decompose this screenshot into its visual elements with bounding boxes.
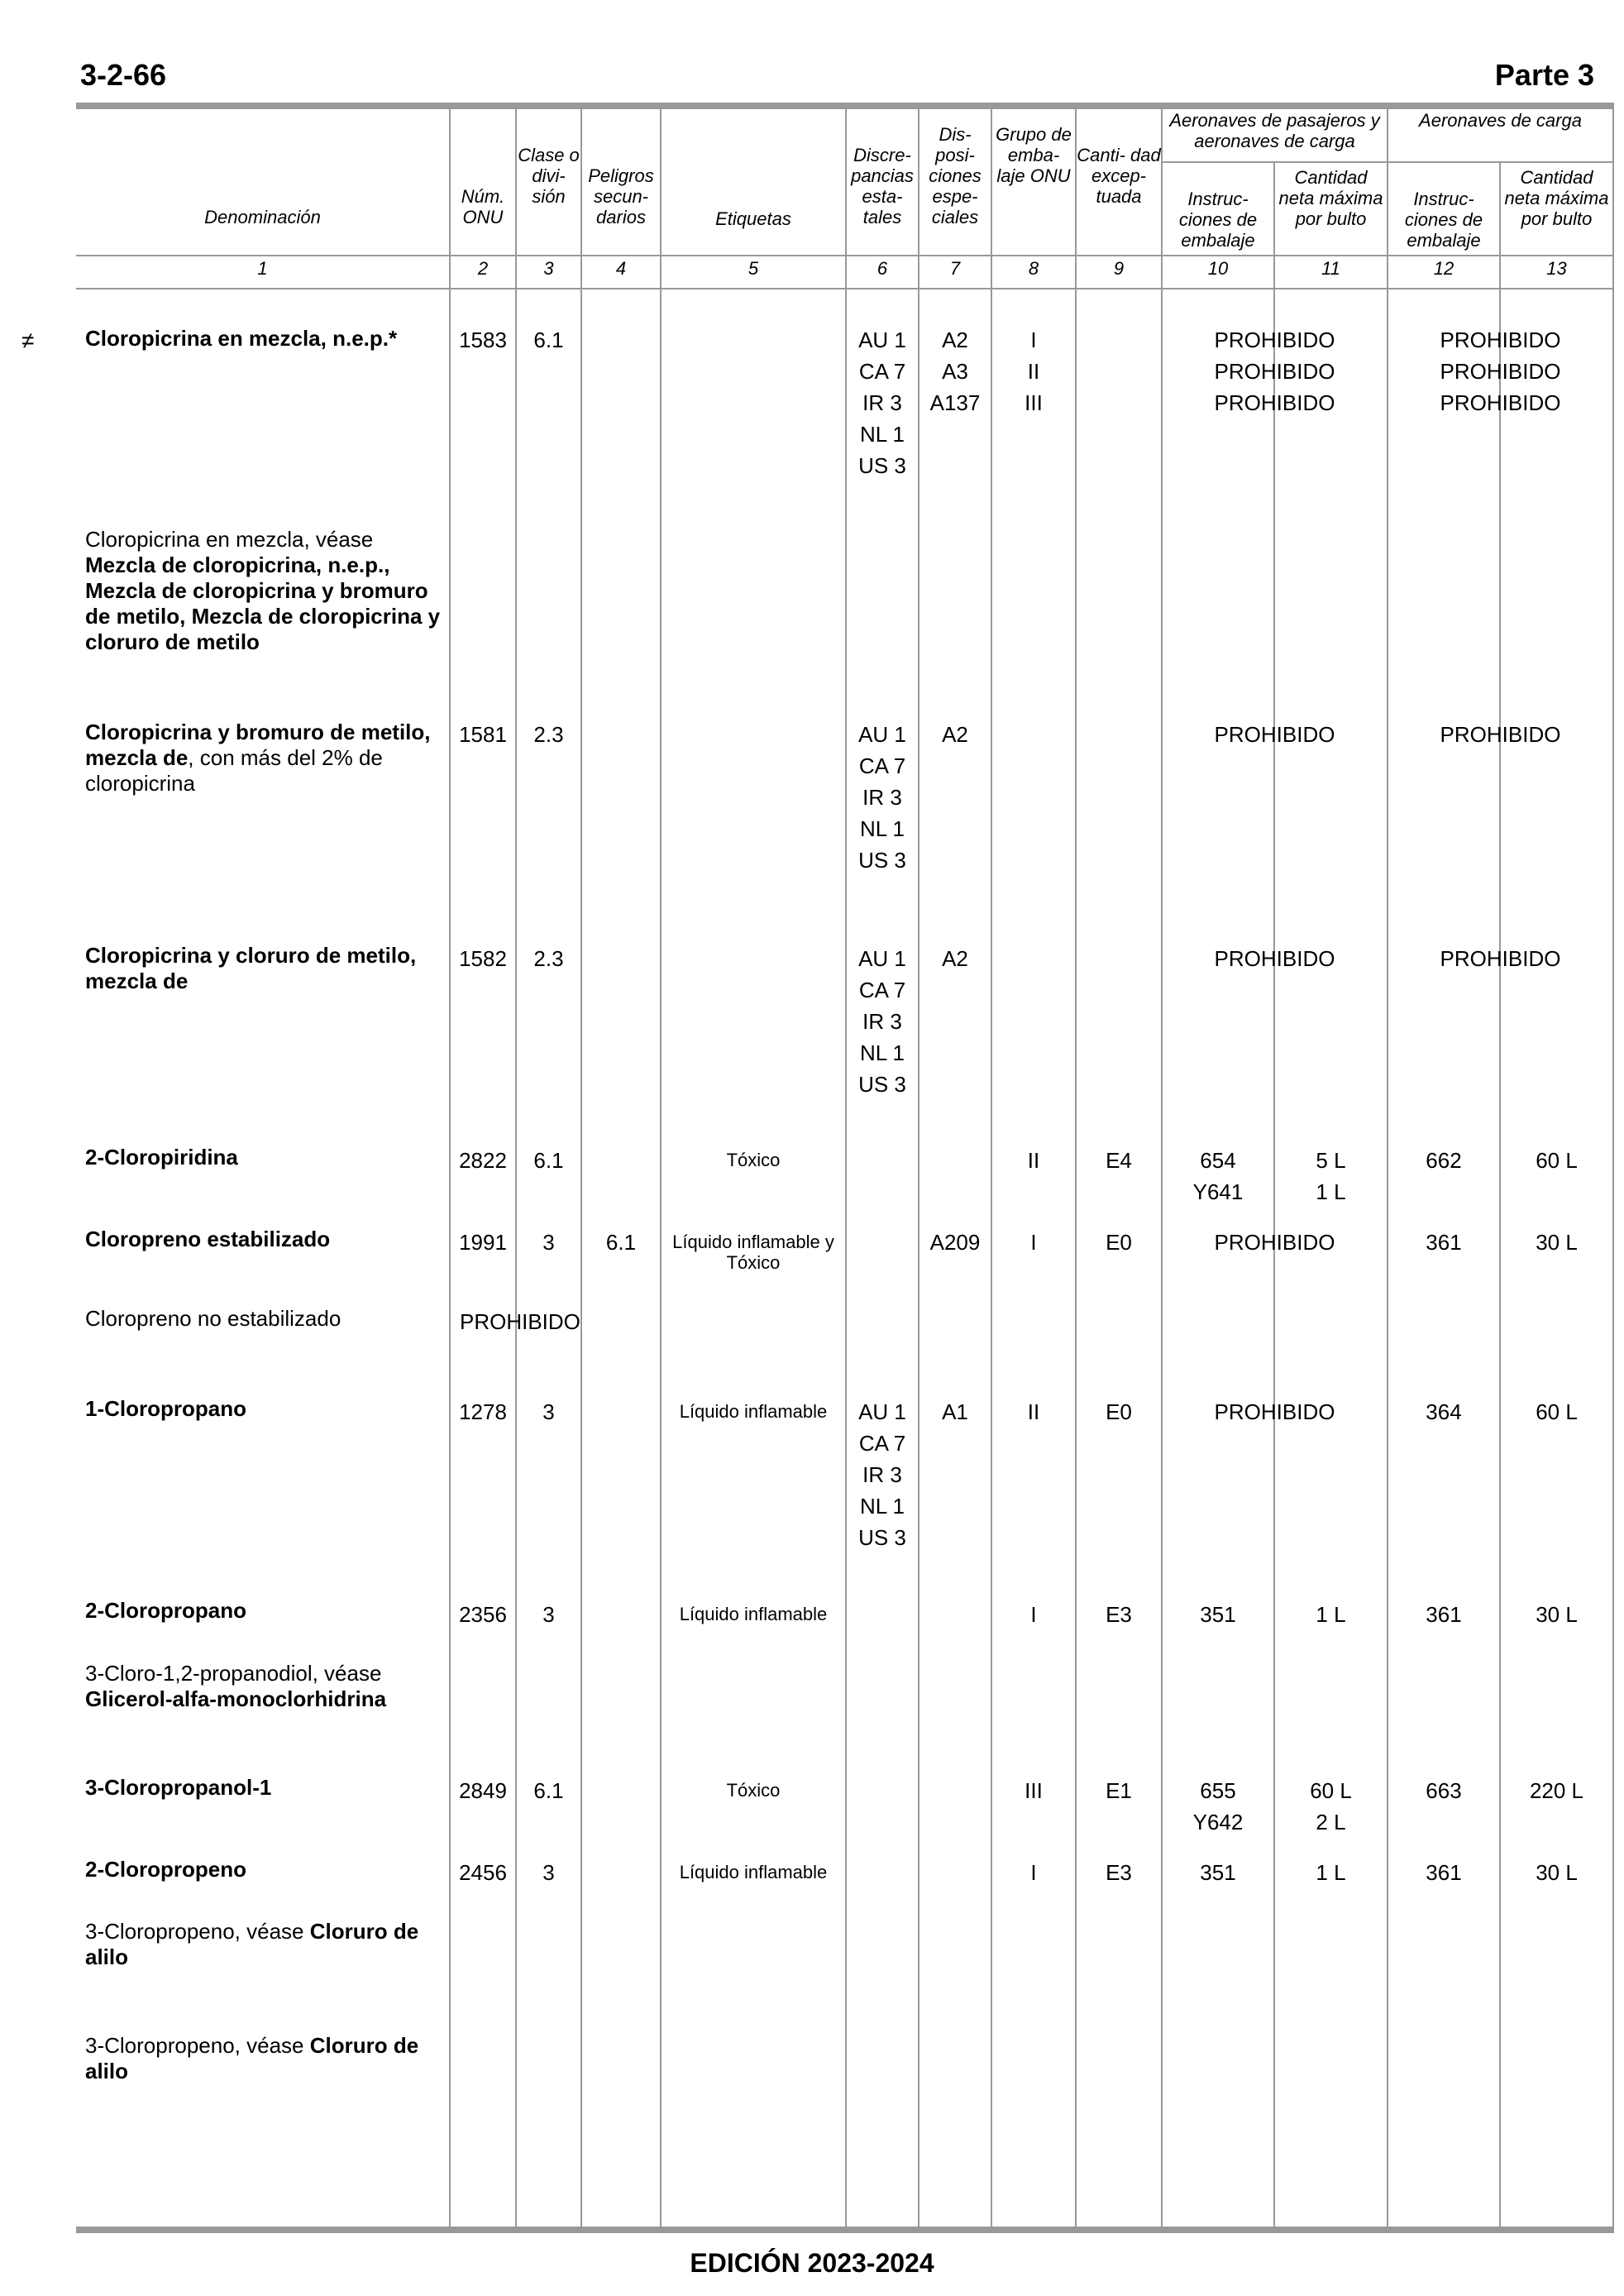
state-variation: IR 3 — [862, 1009, 902, 1034]
state-variation: NL 1 — [860, 1040, 905, 1065]
forbidden-text: PROHIBIDO — [460, 1309, 580, 1334]
entry-name-plain: 3-Cloropropeno, véase — [85, 1919, 304, 1944]
col-divider — [918, 106, 919, 2227]
forbidden-text: PROHIBIDO — [1214, 390, 1335, 415]
entry-name-bold: Cloropreno estabilizado — [85, 1227, 331, 1251]
entry-name-bold: Cloropicrina en mezcla, n.e.p.* — [85, 326, 398, 351]
state-variations — [847, 943, 918, 1100]
entry-name — [85, 326, 449, 352]
cargo-packing-instruction: 364 — [1426, 1399, 1462, 1424]
un-number: 1582 — [459, 946, 507, 971]
entry-name-bold: 1-Cloropropano — [85, 1396, 246, 1421]
cargo-packing-instruction: 361 — [1426, 1860, 1462, 1885]
passenger-forbidden: PROHIBIDO — [1214, 1399, 1335, 1424]
colnum-6: 6 — [876, 258, 888, 279]
special-provision: A1 — [942, 1399, 968, 1424]
state-variations — [847, 719, 918, 876]
packing-instruction: 655 — [1200, 1778, 1236, 1803]
entry-name-bold: Cloropicrina y cloruro de metilo, mezcla de — [85, 943, 417, 993]
header-group-pasajeros: Aeronaves de pasajeros y aeronaves de carga — [1169, 110, 1380, 151]
cargo-net-quantity: 30 L — [1536, 1602, 1578, 1627]
entry-name — [85, 2033, 449, 2084]
state-variation: US 3 — [858, 1072, 906, 1097]
passenger-forbidden — [1163, 324, 1387, 419]
bottom-rule — [76, 2227, 1614, 2233]
colnum-10: 10 — [1207, 258, 1229, 279]
state-variation: CA 7 — [858, 1431, 906, 1456]
packing-instruction: 351 — [1200, 1602, 1236, 1627]
entry-name-bold: Cloruro de alilo — [85, 1919, 419, 1969]
hazard-class: 3 — [542, 1399, 555, 1424]
hazard-class: 2.3 — [533, 946, 564, 971]
forbidden-text: PROHIBIDO — [1440, 359, 1561, 384]
colnum-8: 8 — [1028, 258, 1039, 279]
forbidden-text: PROHIBIDO — [1214, 359, 1335, 384]
entry-name — [85, 1661, 449, 1712]
page-number: 3-2-66 — [80, 58, 167, 92]
colnum-4: 4 — [615, 258, 627, 279]
un-number: 2456 — [459, 1860, 507, 1885]
state-variation: US 3 — [858, 1525, 906, 1550]
cargo-packing-instruction: 663 — [1426, 1778, 1462, 1803]
passenger-forbidden: PROHIBIDO — [1214, 946, 1335, 971]
passenger-forbidden: PROHIBIDO — [1214, 1230, 1335, 1255]
header-num-onu: Núm. ONU — [461, 186, 505, 227]
label-text: Líquido inflamable — [679, 1604, 828, 1624]
entry-name — [85, 1396, 449, 1422]
entry-name-bold: 3-Cloropropanol-1 — [85, 1775, 272, 1800]
label-text: Tóxico — [726, 1780, 781, 1801]
label-text: Líquido inflamable — [679, 1862, 828, 1882]
excepted-quantity: E0 — [1106, 1230, 1132, 1255]
state-variation: IR 3 — [862, 785, 902, 810]
col-divider — [1499, 161, 1501, 2227]
excepted-quantity: E3 — [1106, 1602, 1132, 1627]
entry-name-plain: Cloropicrina en mezcla, véase — [85, 527, 374, 552]
header-peligros: Peligros secun- darios — [588, 165, 654, 227]
colnum-7: 7 — [949, 258, 961, 279]
entry-name-bold: Mezcla de cloropicrina, n.e.p., Mezcla de cloropicrina y bromuro de metilo, Mezcla de cloropicrina y cloruro de metilo — [85, 552, 441, 654]
packing-group: I — [1030, 1602, 1037, 1627]
hazard-class: 3 — [542, 1602, 555, 1627]
un-number: 1581 — [459, 722, 507, 747]
state-variation: AU 1 — [858, 1399, 906, 1424]
state-variation: AU 1 — [858, 722, 906, 747]
part-label: Parte 3 — [1494, 58, 1594, 92]
un-number: 1583 — [459, 328, 507, 352]
cargo-packing-instruction: 361 — [1426, 1602, 1462, 1627]
packing-group: II — [1027, 1399, 1040, 1424]
change-marker: ≠ — [21, 328, 35, 353]
header-group-carga: Aeronaves de carga — [1419, 110, 1582, 131]
entry-name — [85, 1857, 449, 1882]
entry-name — [85, 1775, 449, 1801]
packing-group: III — [1025, 1778, 1043, 1803]
entry-name-bold: Glicerol-alfa-monoclorhidrina — [85, 1686, 387, 1711]
un-number: 2356 — [459, 1602, 507, 1627]
entry-name-bold: 2-Cloropropano — [85, 1598, 246, 1623]
header-discrepancias: Discre- pancias esta- tales — [851, 145, 914, 227]
special-provision: A2 — [942, 946, 968, 971]
special-provisions — [919, 324, 991, 419]
packing-group: I — [1030, 1860, 1037, 1885]
packing-instructions — [1163, 1775, 1273, 1838]
un-number: 1991 — [459, 1230, 507, 1255]
un-number: 2849 — [459, 1778, 507, 1803]
cargo-net-quantity: 60 L — [1536, 1399, 1578, 1424]
net-quantity: 5 L — [1316, 1148, 1346, 1173]
colnum-11: 11 — [1321, 258, 1340, 279]
state-variation: NL 1 — [860, 422, 905, 447]
label-text: Líquido inflamable y Tóxico — [672, 1232, 834, 1273]
header-cantidad-carga: Cantidad neta máxima por bulto — [1504, 167, 1609, 229]
forbidden-text: PROHIBIDO — [1214, 328, 1335, 352]
state-variation: US 3 — [858, 848, 906, 873]
special-provision: A2 — [942, 328, 968, 352]
label-text: Líquido inflamable — [679, 1401, 828, 1422]
packing-group: II — [1027, 1148, 1040, 1173]
state-variations — [847, 1396, 918, 1553]
packing-instruction: Y642 — [1192, 1810, 1244, 1834]
entry-name — [85, 1598, 449, 1624]
cargo-net-quantity: 30 L — [1536, 1230, 1578, 1255]
net-quantity: 1 L — [1316, 1179, 1346, 1204]
state-variation: CA 7 — [858, 753, 906, 778]
passenger-forbidden: PROHIBIDO — [1214, 722, 1335, 747]
cargo-net-quantity: 30 L — [1536, 1860, 1578, 1885]
forbidden-text: PROHIBIDO — [1440, 390, 1561, 415]
packing-instructions — [1163, 1145, 1273, 1208]
special-provision: A2 — [942, 722, 968, 747]
packing-group: III — [1025, 390, 1043, 415]
net-quantities — [1275, 1145, 1387, 1208]
label-text: Tóxico — [726, 1150, 781, 1170]
entry-name-bold: Cloropicrina y bromuro de metilo, mezcla de — [85, 720, 431, 770]
state-variation: CA 7 — [858, 359, 906, 384]
cargo-net-quantity: 220 L — [1529, 1778, 1584, 1803]
header-instrucciones-pasajeros: Instruc- ciones de embalaje — [1178, 189, 1258, 251]
excepted-quantity: E1 — [1106, 1778, 1132, 1803]
state-variation: CA 7 — [858, 978, 906, 1002]
col-divider — [1612, 106, 1614, 2227]
subsidiary-hazard: 6.1 — [605, 1230, 637, 1255]
entry-name-plain: , con más del 2% de cloropicrina — [85, 745, 383, 796]
colnum-2: 2 — [477, 258, 489, 279]
un-number: 2822 — [459, 1148, 507, 1173]
packing-instruction: 351 — [1200, 1860, 1236, 1885]
state-variations — [847, 324, 918, 481]
header-disposiciones: Dis- posi- ciones espe- ciales — [929, 124, 982, 227]
state-variation: NL 1 — [860, 1494, 905, 1519]
header-clase: Clase o divi- sión — [518, 145, 580, 207]
col-divider — [580, 106, 582, 2227]
packing-groups — [992, 324, 1075, 419]
header-cantidad-exceptuada: Canti- dad excep- tuada — [1077, 145, 1161, 207]
hazard-class: 2.3 — [533, 722, 564, 747]
hazard-class: 6.1 — [533, 1148, 564, 1173]
colnum-12: 12 — [1433, 258, 1454, 279]
header-instrucciones-carga: Instruc- ciones de embalaje — [1404, 189, 1483, 251]
entry-name-bold: 2-Cloropropeno — [85, 1857, 246, 1882]
packing-group: I — [1030, 328, 1037, 352]
colnum-9: 9 — [1113, 258, 1125, 279]
hazard-class: 6.1 — [533, 1778, 564, 1803]
entry-name — [85, 1227, 449, 1252]
header-grupo: Grupo de emba- laje ONU — [996, 124, 1072, 186]
entry-name — [85, 943, 449, 994]
state-variation: IR 3 — [862, 1462, 902, 1487]
header-cantidad-pasajeros: Cantidad neta máxima por bulto — [1278, 167, 1383, 229]
edition-label: EDICIÓN 2023-2024 — [690, 2248, 934, 2278]
entry-name-bold: 2-Cloropiridina — [85, 1145, 238, 1170]
excepted-quantity: E4 — [1106, 1148, 1132, 1173]
state-variation: NL 1 — [860, 816, 905, 841]
cargo-forbidden — [1388, 324, 1612, 419]
net-quantity: 60 L — [1310, 1778, 1352, 1803]
net-quantity: 1 L — [1316, 1860, 1346, 1885]
entry-name-plain: 3-Cloro-1,2-propanodiol, véase — [85, 1661, 382, 1686]
special-provision: A209 — [929, 1230, 981, 1255]
entry-name — [85, 720, 449, 796]
packing-instruction: Y641 — [1192, 1179, 1244, 1204]
state-variation: US 3 — [858, 453, 906, 478]
packing-group: II — [1027, 359, 1040, 384]
state-variation: IR 3 — [862, 390, 902, 415]
entry-name-bold: Cloruro de alilo — [85, 2033, 419, 2083]
cargo-packing-instruction: 662 — [1426, 1148, 1462, 1173]
entry-name-plain: 3-Cloropropeno, véase — [85, 2033, 304, 2058]
colnum-3: 3 — [543, 258, 554, 279]
cargo-forbidden: PROHIBIDO — [1440, 722, 1561, 747]
un-number: 1278 — [459, 1399, 507, 1424]
packing-group: I — [1030, 1230, 1037, 1255]
header-etiquetas: Etiquetas — [715, 208, 791, 229]
forbidden-text: PROHIBIDO — [1440, 328, 1561, 352]
colnum-5: 5 — [748, 258, 759, 279]
net-quantity: 1 L — [1316, 1602, 1346, 1627]
entry-name — [85, 1919, 449, 1970]
cargo-forbidden: PROHIBIDO — [1440, 946, 1561, 971]
header-denominacion: Denominación — [204, 207, 321, 227]
packing-instruction: 654 — [1200, 1148, 1236, 1173]
cargo-packing-instruction: 361 — [1426, 1230, 1462, 1255]
net-quantities — [1275, 1775, 1387, 1838]
hazard-class: 6.1 — [533, 328, 564, 352]
special-provision: A3 — [942, 359, 968, 384]
colnum-13: 13 — [1546, 258, 1567, 279]
entry-name: Cloropreno no estabilizado — [85, 1306, 342, 1331]
cargo-net-quantity: 60 L — [1536, 1148, 1578, 1173]
special-provision: A137 — [929, 390, 981, 415]
hazard-class: 3 — [542, 1230, 555, 1255]
hazard-class: 3 — [542, 1860, 555, 1885]
colnum-1: 1 — [257, 258, 268, 279]
excepted-quantity: E0 — [1106, 1399, 1132, 1424]
entry-name — [85, 1145, 449, 1170]
state-variation: AU 1 — [858, 328, 906, 352]
state-variation: AU 1 — [858, 946, 906, 971]
excepted-quantity: E3 — [1106, 1860, 1132, 1885]
net-quantity: 2 L — [1316, 1810, 1346, 1834]
entry-name — [85, 527, 449, 655]
